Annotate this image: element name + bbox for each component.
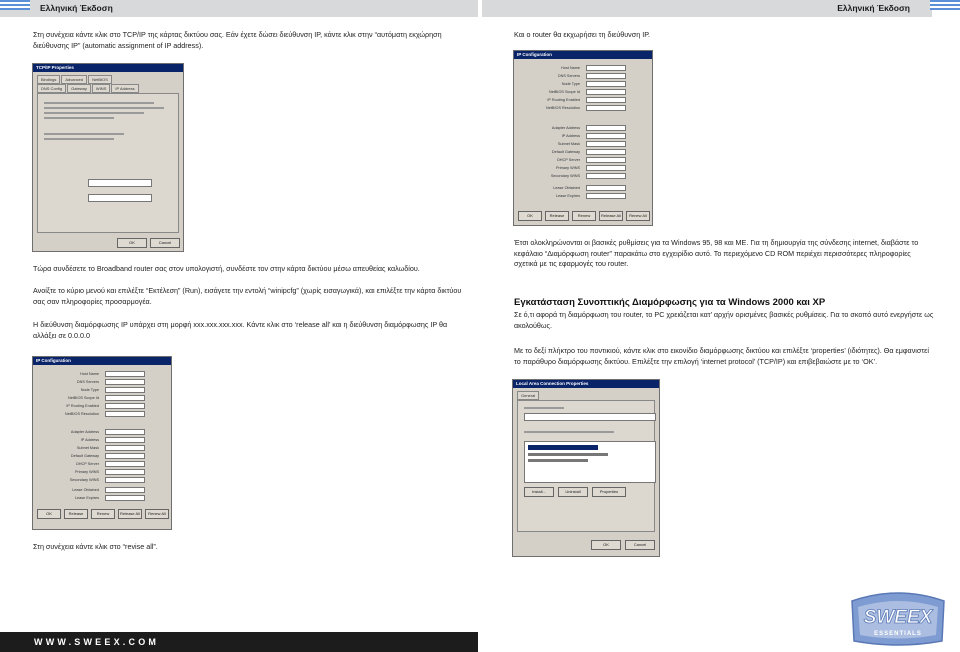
footer-url: WWW.SWEEX.COM [34, 637, 160, 647]
paragraph-router-assign: Και ο router θα εκχωρήσει τη διεύθυνση IP. [514, 30, 651, 39]
ipcfg-titlebar: IP Configuration [33, 357, 171, 365]
lan-uninstall-button: Uninstall [558, 487, 588, 497]
paragraph-connect: Τώρα συνδέσετε το Broadband router σας στον υπολογιστή, συνδέστε τον στην κάρτα δικτύου μέσω απευθείας καλωδίου. [33, 264, 420, 273]
lan-pane [517, 400, 655, 532]
sweex-logo [846, 591, 950, 647]
paragraph-properties: Με το δεξί πλήκτρο του ποντικιού, κάντε κλικ στο εικονίδιο διαμόρφωσης δικτύου και επιλέξτε ‘properties’ (ιδιότητες). Θα εμφανιστεί το παράθυρο διαμόρφωσης δικτύου. Επιλέξτε την επιλογή ‘internet protocol’ (TCP/IP) και επιβεβαιώστε με το ‘OK’. [514, 346, 929, 366]
tcpip-window-titlebar: TCP/IP Properties [33, 64, 183, 72]
ipcfg-ok-button: OK [518, 211, 542, 221]
ipcfg-renew-button: Renew [91, 509, 115, 519]
ip-configuration-screenshot-1: IP Configuration Host Name DNS Servers Node Type NetBIOS Scope Id IP Routing Enabled NetBIOS Resolution Adapter Address IP Address Subnet Mask Default Gateway DHCP Server Primary WINS Secondary WINS Lease Obtained Lease Expires OK Release Renew Release All Renew All [32, 356, 172, 530]
paragraph-tcpip: Στη συνέχεια κάντε κλικ στο TCP/IP της κάρτας δικτύου σας. Εάν έχετε δώσει διεύθυνση IP, κάντε κλικ στην “αυτόματη εκχώρηση διεύθυνσης IP” (automatic assignment of IP address). [33, 30, 442, 50]
tcpip-cancel-button: Cancel [150, 238, 180, 248]
header-title-left: Ελληνική Έκδοση [40, 3, 113, 13]
ipcfg-ok-button: OK [37, 509, 61, 519]
paragraph-winipcfg: Ανοίξτε το κύριο μενού και επιλέξτε “Εκτέλεση” (Run), εισάγετε την εντολή “winipcfg” (χωρίς εισαγωγικά), και επιλέξτε την κάρτα δικτύου σας σαν πληροφορίες προσαρμογέα. [33, 286, 462, 306]
ipcfg-release-button: Release [64, 509, 88, 519]
lan-tabs: General [513, 388, 659, 400]
ip-configuration-screenshot-2: IP Configuration Host Name DNS Servers Node Type NetBIOS Scope Id IP Routing Enabled NetBIOS Resolution Adapter Address IP Address Subnet Mask Default Gateway DHCP Server Primary WINS Secondary WINS Lease Obtained Lease Expires OK Release Renew Release All Renew All [513, 50, 653, 226]
lan-ok-button: OK [591, 540, 621, 550]
lan-install-button: Install... [524, 487, 554, 497]
tcpip-properties-screenshot [32, 63, 184, 252]
lan-cancel-button: Cancel [625, 540, 655, 550]
header-title-right: Ελληνική Έκδοση [837, 3, 910, 13]
ipcfg-renew-all-button: Renew All [626, 211, 650, 221]
greek-flag-icon [930, 0, 960, 10]
paragraph-revise: Στη συνέχεια κάντε κλικ στο “revise all”. [33, 542, 158, 551]
logo-brand: SWEEX [863, 607, 933, 628]
section-heading-win2000-xp: Εγκατάσταση Συνοπτικής Διαμόρφωσης για τα Windows 2000 και XP [514, 297, 826, 308]
ipcfg-renew-all-button: Renew All [145, 509, 169, 519]
page-header-left [0, 0, 478, 17]
page-header-right [482, 0, 932, 17]
tcpip-ok-button: OK [117, 238, 147, 248]
paragraph-release: Η διεύθυνση διαμόρφωσης IP υπάρχει στη μορφή xxx.xxx.xxx.xxx. Κάντε κλικ στο ‘release all’ και η διεύθυνση διαμόρφωσης IP θα αλλάξει σε 0.0.0.0 [33, 320, 448, 340]
ipcfg-release-button: Release [545, 211, 569, 221]
ipcfg-titlebar: IP Configuration [514, 51, 652, 59]
footer-bar [0, 632, 478, 652]
lan-connection-properties-screenshot [512, 379, 660, 557]
tcpip-pane [37, 93, 179, 233]
lan-window-titlebar: Local Area Connection Properties [513, 380, 659, 388]
ipcfg-release-all-button: Release All [599, 211, 623, 221]
tcpip-tabs: Bindings Advanced NetBIOS [33, 72, 183, 84]
ipcfg-renew-button: Renew [572, 211, 596, 221]
paragraph-windows-9x-done: Έτσι ολοκληρώνονται οι βασικές ρυθμίσεις για τα Windows 95, 98 και ME. Για τη δημιουργία της σύνδεσης internet, διαβάστε το κεφάλαιο “Διαμόρφωση router” παρακάτω στο εγχειρίδιο αυτό. Το περιεχόμενο CD ROM περιέχει περισσότερες πληροφορίες σχετικά με τις εφαρμογές του router. [514, 238, 919, 268]
ipcfg-release-all-button: Release All [118, 509, 142, 519]
paragraph-basic-settings: Σε ό,τι αφορά τη διαμόρφωση του router, το PC χρειάζεται κατ’ αρχήν ορισμένες βασικές ρυθμίσεις. Για το σκοπό αυτό ενεργήστε ως ακολούθως. [514, 310, 934, 330]
greek-flag-icon [0, 0, 30, 10]
logo-tagline: ESSENTIALS [874, 631, 922, 637]
lan-properties-button: Properties [592, 487, 626, 497]
tcpip-tabs: DNS Config Gateway WINS IP Address [33, 84, 183, 93]
